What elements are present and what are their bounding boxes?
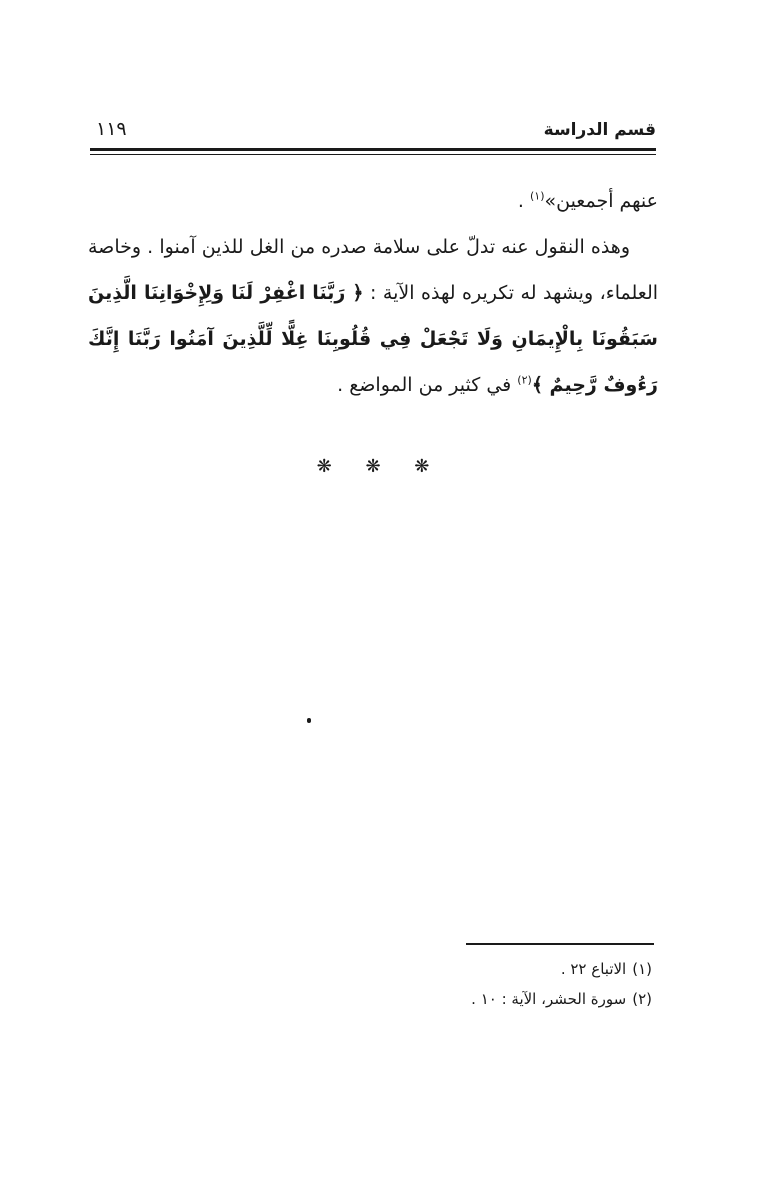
footnote-ref-2: (٢) xyxy=(517,373,532,387)
footnote-2-text: سورة الحشر، الآية : ١٠ . xyxy=(471,990,627,1008)
paragraph-2 xyxy=(88,224,658,408)
section-separator: ❋ ❋ ❋ xyxy=(316,456,444,477)
footnotes xyxy=(360,954,652,1014)
header-rule-thin xyxy=(90,154,656,155)
paragraph-2-end: في كثير من المواضع . xyxy=(337,374,518,396)
footnote-1-text: الاتباع ٢٢ . xyxy=(560,960,627,978)
paragraph-1-end: . xyxy=(517,190,530,212)
footnote-rule xyxy=(466,943,654,945)
header-rule-thick xyxy=(90,148,656,151)
main-text xyxy=(88,178,658,408)
paragraph-1 xyxy=(88,178,658,224)
paragraph-2-intro: وهذه النقول عنه تدلّ على سلامة صدره من الغل للذين آمنوا . وخاصة العلماء، ويشهد له تكريره لهذه الآية : xyxy=(88,236,659,304)
quran-verse: ﴿ رَبَّنَا اغْفِرْ لَنَا وَلِإِخْوَانِنَا الَّذِينَ سَبَقُونَا بِالْإِيمَانِ وَلَا تَجْعَلْ فِي قُلُوبِنَا غِلًّا لِّلَّذِينَ آمَنُوا رَبَّنَا إِنَّكَ رَءُوفٌ رَّحِيمٌ ﴾ xyxy=(88,282,658,396)
section-title: قسم الدراسة xyxy=(543,120,656,140)
page-number: ١١٩ xyxy=(96,118,127,140)
paragraph-1-text: عنهم أجمعين» xyxy=(544,190,658,212)
footnote-ref-1: (١) xyxy=(529,189,545,203)
print-speck xyxy=(307,718,311,723)
page-header xyxy=(90,118,656,146)
footnote-1-number: (١) xyxy=(632,960,652,978)
footnote-2-number: (٢) xyxy=(632,990,652,1008)
footnote-1 xyxy=(360,954,652,984)
footnote-2 xyxy=(360,984,652,1014)
